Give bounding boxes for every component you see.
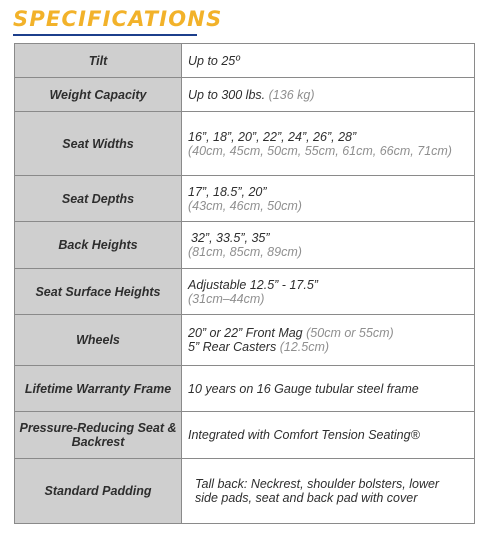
value-text: 5” Rear Casters: [188, 340, 277, 354]
value-text: side pads, seat and back pad with cover: [195, 491, 418, 505]
metric-text: (12.5cm): [279, 340, 330, 354]
metric-text: (40cm, 45cm, 50cm, 55cm, 61cm, 66cm, 71cm): [188, 143, 452, 158]
spec-label: Standard Padding: [15, 459, 182, 524]
spec-value: [182, 44, 475, 78]
spec-value: [182, 269, 475, 315]
table-row: [15, 315, 475, 366]
table-row: [15, 412, 475, 459]
value-text: Up to 300 lbs.: [188, 87, 266, 102]
value-text: 20” or 22” Front Mag: [188, 326, 303, 340]
metric-text: (136 kg): [268, 87, 315, 102]
spec-label: Tilt: [15, 44, 182, 78]
spec-label: Pressure-Reducing Seat & Backrest: [15, 412, 182, 459]
table-row: [15, 459, 475, 524]
spec-value: [182, 112, 475, 176]
spec-label: Seat Depths: [15, 176, 182, 222]
spec-label: Weight Capacity: [15, 78, 182, 112]
value-text: Up to 25º: [188, 53, 240, 68]
value-text: Integrated with Comfort Tension Seating®: [188, 428, 420, 442]
table-row: [15, 176, 475, 222]
specifications-table: [14, 43, 475, 524]
value-text: 16”, 18”, 20”, 22”, 24”, 26”, 28”: [188, 129, 357, 144]
value-text: Adjustable 12.5” - 17.5”: [188, 277, 318, 292]
spec-label: Back Heights: [15, 222, 182, 269]
spec-label: Seat Surface Heights: [15, 269, 182, 315]
metric-text: (43cm, 46cm, 50cm): [188, 198, 302, 213]
value-text: Tall back: Neckrest, shoulder bolsters, lower: [195, 477, 440, 491]
title-underline: [13, 34, 197, 36]
table-row: [15, 78, 475, 112]
spec-value: [182, 459, 475, 524]
table-row: [15, 366, 475, 412]
value-text: 17”, 18.5”, 20”: [188, 184, 267, 199]
metric-text: (31cm–44cm): [188, 291, 265, 306]
table-row: [15, 112, 475, 176]
metric-text: (50cm or 55cm): [306, 326, 394, 340]
value-text: 10 years on 16 Gauge tubular steel frame: [188, 381, 419, 396]
page-title: SPECIFICATIONS: [13, 7, 223, 31]
spec-label: Lifetime Warranty Frame: [15, 366, 182, 412]
spec-value: [182, 366, 475, 412]
value-text: 32”, 33.5”, 35”: [191, 231, 270, 245]
metric-text: (81cm, 85cm, 89cm): [188, 245, 302, 259]
spec-label: Seat Widths: [15, 112, 182, 176]
table-row: [15, 44, 475, 78]
spec-value: [182, 222, 475, 269]
spec-value: [182, 78, 475, 112]
spec-label: Wheels: [15, 315, 182, 366]
table-row: [15, 269, 475, 315]
spec-value: [182, 315, 475, 366]
table-row: [15, 222, 475, 269]
spec-value: [182, 412, 475, 459]
spec-heading: [13, 6, 222, 36]
spec-value: [182, 176, 475, 222]
